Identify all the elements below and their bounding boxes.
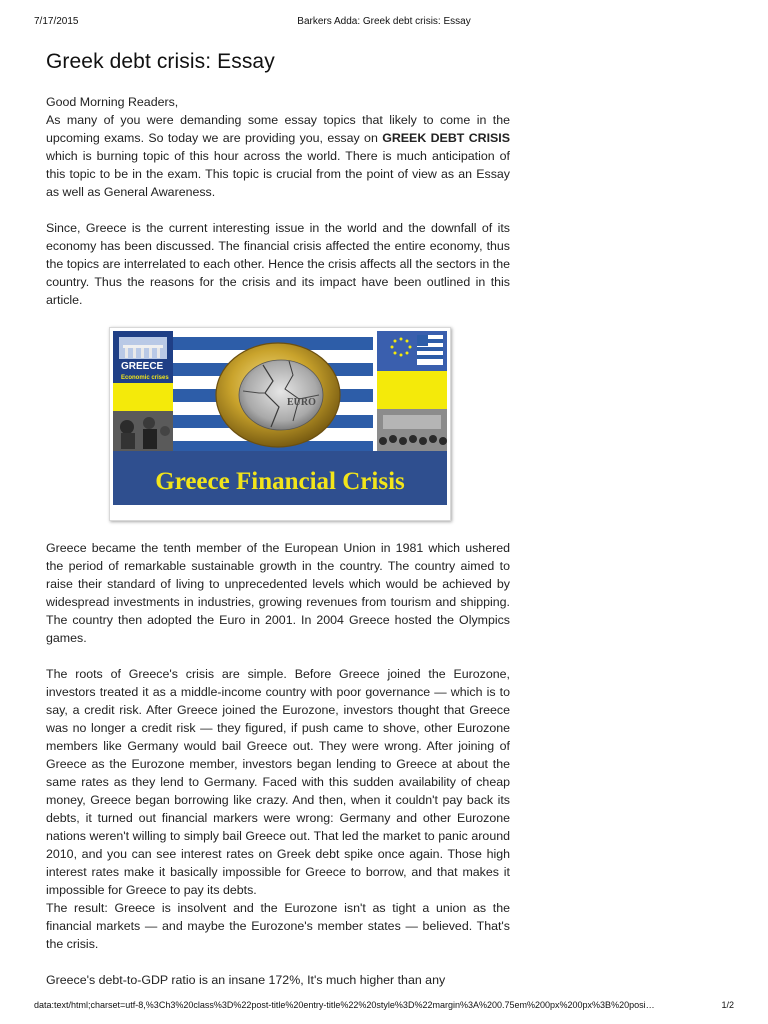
post-body xyxy=(46,93,510,989)
greeting: Good Morning Readers, xyxy=(46,95,179,109)
euro-coin-graphic xyxy=(216,343,340,447)
post-title: Greek debt crisis: Essay xyxy=(46,50,275,73)
intro-text-end: which is burning topic of this hour across the world. There is much anticipation of this topic to be in the exam. This topic is crucial from the point of view as an Essay as well as General Awareness. xyxy=(46,149,510,199)
paragraph-result: The result: Greece is insolvent and the Eurozone isn't as tight a union as the financial markets — and maybe the Eurozone's member states — believed. That's the crisis. xyxy=(46,901,510,951)
banner-image-frame xyxy=(109,327,451,521)
intro-bold-topic: GREEK DEBT CRISIS xyxy=(382,131,510,145)
banner-label-greece: GREECE xyxy=(121,361,164,372)
banner-label-subtitle: Economic crises xyxy=(121,375,169,381)
print-page-number: 1/2 xyxy=(721,1000,734,1010)
greece-financial-crisis-banner xyxy=(113,331,447,517)
print-footer xyxy=(34,1000,734,1014)
intro-text-start: As many of you were demanding some essay topics that likely to come in the upcoming exams. So today we are providing you, essay on xyxy=(46,113,510,145)
paragraph-debt-ratio: Greece's debt-to-GDP ratio is an insane 172%, It's much higher than any xyxy=(46,973,446,987)
banner-caption: Greece Financial Crisis xyxy=(155,468,405,495)
print-header xyxy=(34,16,734,30)
paragraph-eu-membership: Greece became the tenth member of the European Union in 1981 which ushered the period of remarkable sustainable growth in the country. The country aimed to raise their standard of living to unprecedented levels which would be achieved by widespread investments in industries, growing revenues from tourism and shipping. The country then adopted the Euro in 2001. In 2004 Greece hosted the Olympics games. xyxy=(46,541,510,645)
coin-euro-text: EURO xyxy=(287,397,316,408)
intro-paragraph xyxy=(46,111,510,201)
paragraph-roots-of-crisis: The roots of Greece's crisis are simple. Before Greece joined the Eurozone, investors treated it as a middle-income country with poor governance — which is to say, a credit risk. After Greece joined the Eurozone, investors thought that Greece was no longer a credit risk — they figured, if push came to shove, other Eurozone members like Germany would bail Greece out. They were wrong. After joining of Greece as the Eurozone member, investors began lending to Greece at about the same rates as they lend to Germany. Faced with this sudden availability of cheap money, Greece began borrowing like crazy. And then, when it couldn't pay back its debts, it turned out financial markers were wrong: Germany and other Eurozone nations weren't willing to simply bail Greece out. That led the market to panic around 2010, and you can see interest rates on Greek debt spike once again. Those high interest rates make it basically impossible for Greece to borrow, and that makes it impossible for Greece to pay its debts. xyxy=(46,667,510,897)
print-page-title: Barkers Adda: Greek debt crisis: Essay xyxy=(297,16,471,27)
paragraph-since-greece: Since, Greece is the current interesting issue in the world and the downfall of its economy has been discussed. The financial crisis affected the entire economy, thus the topics are interrelated to each other. Hence the crisis affects all the sectors in the country. Thus the reasons for the crisis and its impact have been outlined in this article. xyxy=(46,221,510,307)
print-source-url: data:text/html;charset=utf-8,%3Ch3%20class%3D%22post-title%20entry-title%22%20style%3D%22margin%3A%200.75em%200px%200px%3B%20posi… xyxy=(34,1000,655,1010)
print-date: 7/17/2015 xyxy=(34,16,79,27)
